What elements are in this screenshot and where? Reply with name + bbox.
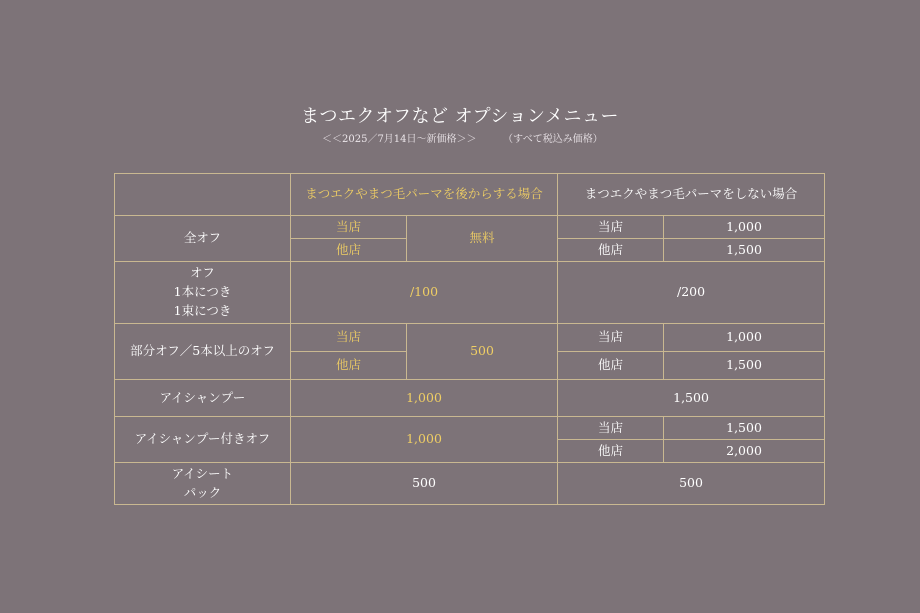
- table-row: [115, 417, 825, 440]
- page-title: まつエクオフなど オプションメニュー: [300, 106, 620, 127]
- shop-other-label: 他店: [558, 239, 664, 262]
- header-empty-cell: [115, 174, 291, 216]
- price-cell: 1,500: [664, 417, 825, 440]
- shop-own-label: 当店: [291, 324, 407, 352]
- row-label-eye-shampoo-off: アイシャンプー付きオフ: [115, 417, 291, 463]
- table-row: [115, 324, 825, 352]
- price-cell: 1,000: [291, 380, 558, 417]
- shop-own-label: 当店: [558, 324, 664, 352]
- row-label-eye-shampoo: アイシャンプー: [115, 380, 291, 417]
- table-header-row: [115, 174, 825, 216]
- shop-other-label: 他店: [558, 352, 664, 380]
- shop-own-label: 当店: [291, 216, 407, 239]
- price-cell: 500: [291, 463, 558, 505]
- tax-note: （すべて税込み価格）: [503, 134, 603, 145]
- row-label-partial-off: 部分オフ／5本以上のオフ: [115, 324, 291, 380]
- price-cell: 1,000: [664, 324, 825, 352]
- row-label-eye-sheet-pack: アイシート パック: [115, 463, 291, 505]
- header-with-extension: まつエクやまつ毛パーマを後からする場合: [291, 174, 558, 216]
- price-cell: /200: [558, 262, 825, 324]
- table-row: [115, 463, 825, 505]
- price-date-note: ＜＜2025／7月14日～新価格＞＞: [322, 134, 477, 145]
- option-menu-table: [114, 173, 825, 505]
- row-label-off-per-unit: オフ 1本につき 1束につき: [115, 262, 291, 324]
- shop-own-label: 当店: [558, 216, 664, 239]
- shop-own-label: 当店: [558, 417, 664, 440]
- table-row: [115, 262, 825, 324]
- shop-other-label: 他店: [291, 239, 407, 262]
- price-cell: 1,500: [664, 352, 825, 380]
- price-cell: 無料: [407, 216, 558, 262]
- table-row: [115, 216, 825, 239]
- shop-other-label: 他店: [291, 352, 407, 380]
- price-cell: 1,000: [291, 417, 558, 463]
- price-cell: /100: [291, 262, 558, 324]
- table-row: [115, 380, 825, 417]
- shop-other-label: 他店: [558, 440, 664, 463]
- price-cell: 500: [558, 463, 825, 505]
- price-cell: 1,500: [664, 239, 825, 262]
- header-without-extension: まつエクやまつ毛パーマをしない場合: [558, 174, 825, 216]
- price-cell: 1,500: [558, 380, 825, 417]
- price-cell: 2,000: [664, 440, 825, 463]
- price-cell: 1,000: [664, 216, 825, 239]
- price-cell: 500: [407, 324, 558, 380]
- row-label-full-off: 全オフ: [115, 216, 291, 262]
